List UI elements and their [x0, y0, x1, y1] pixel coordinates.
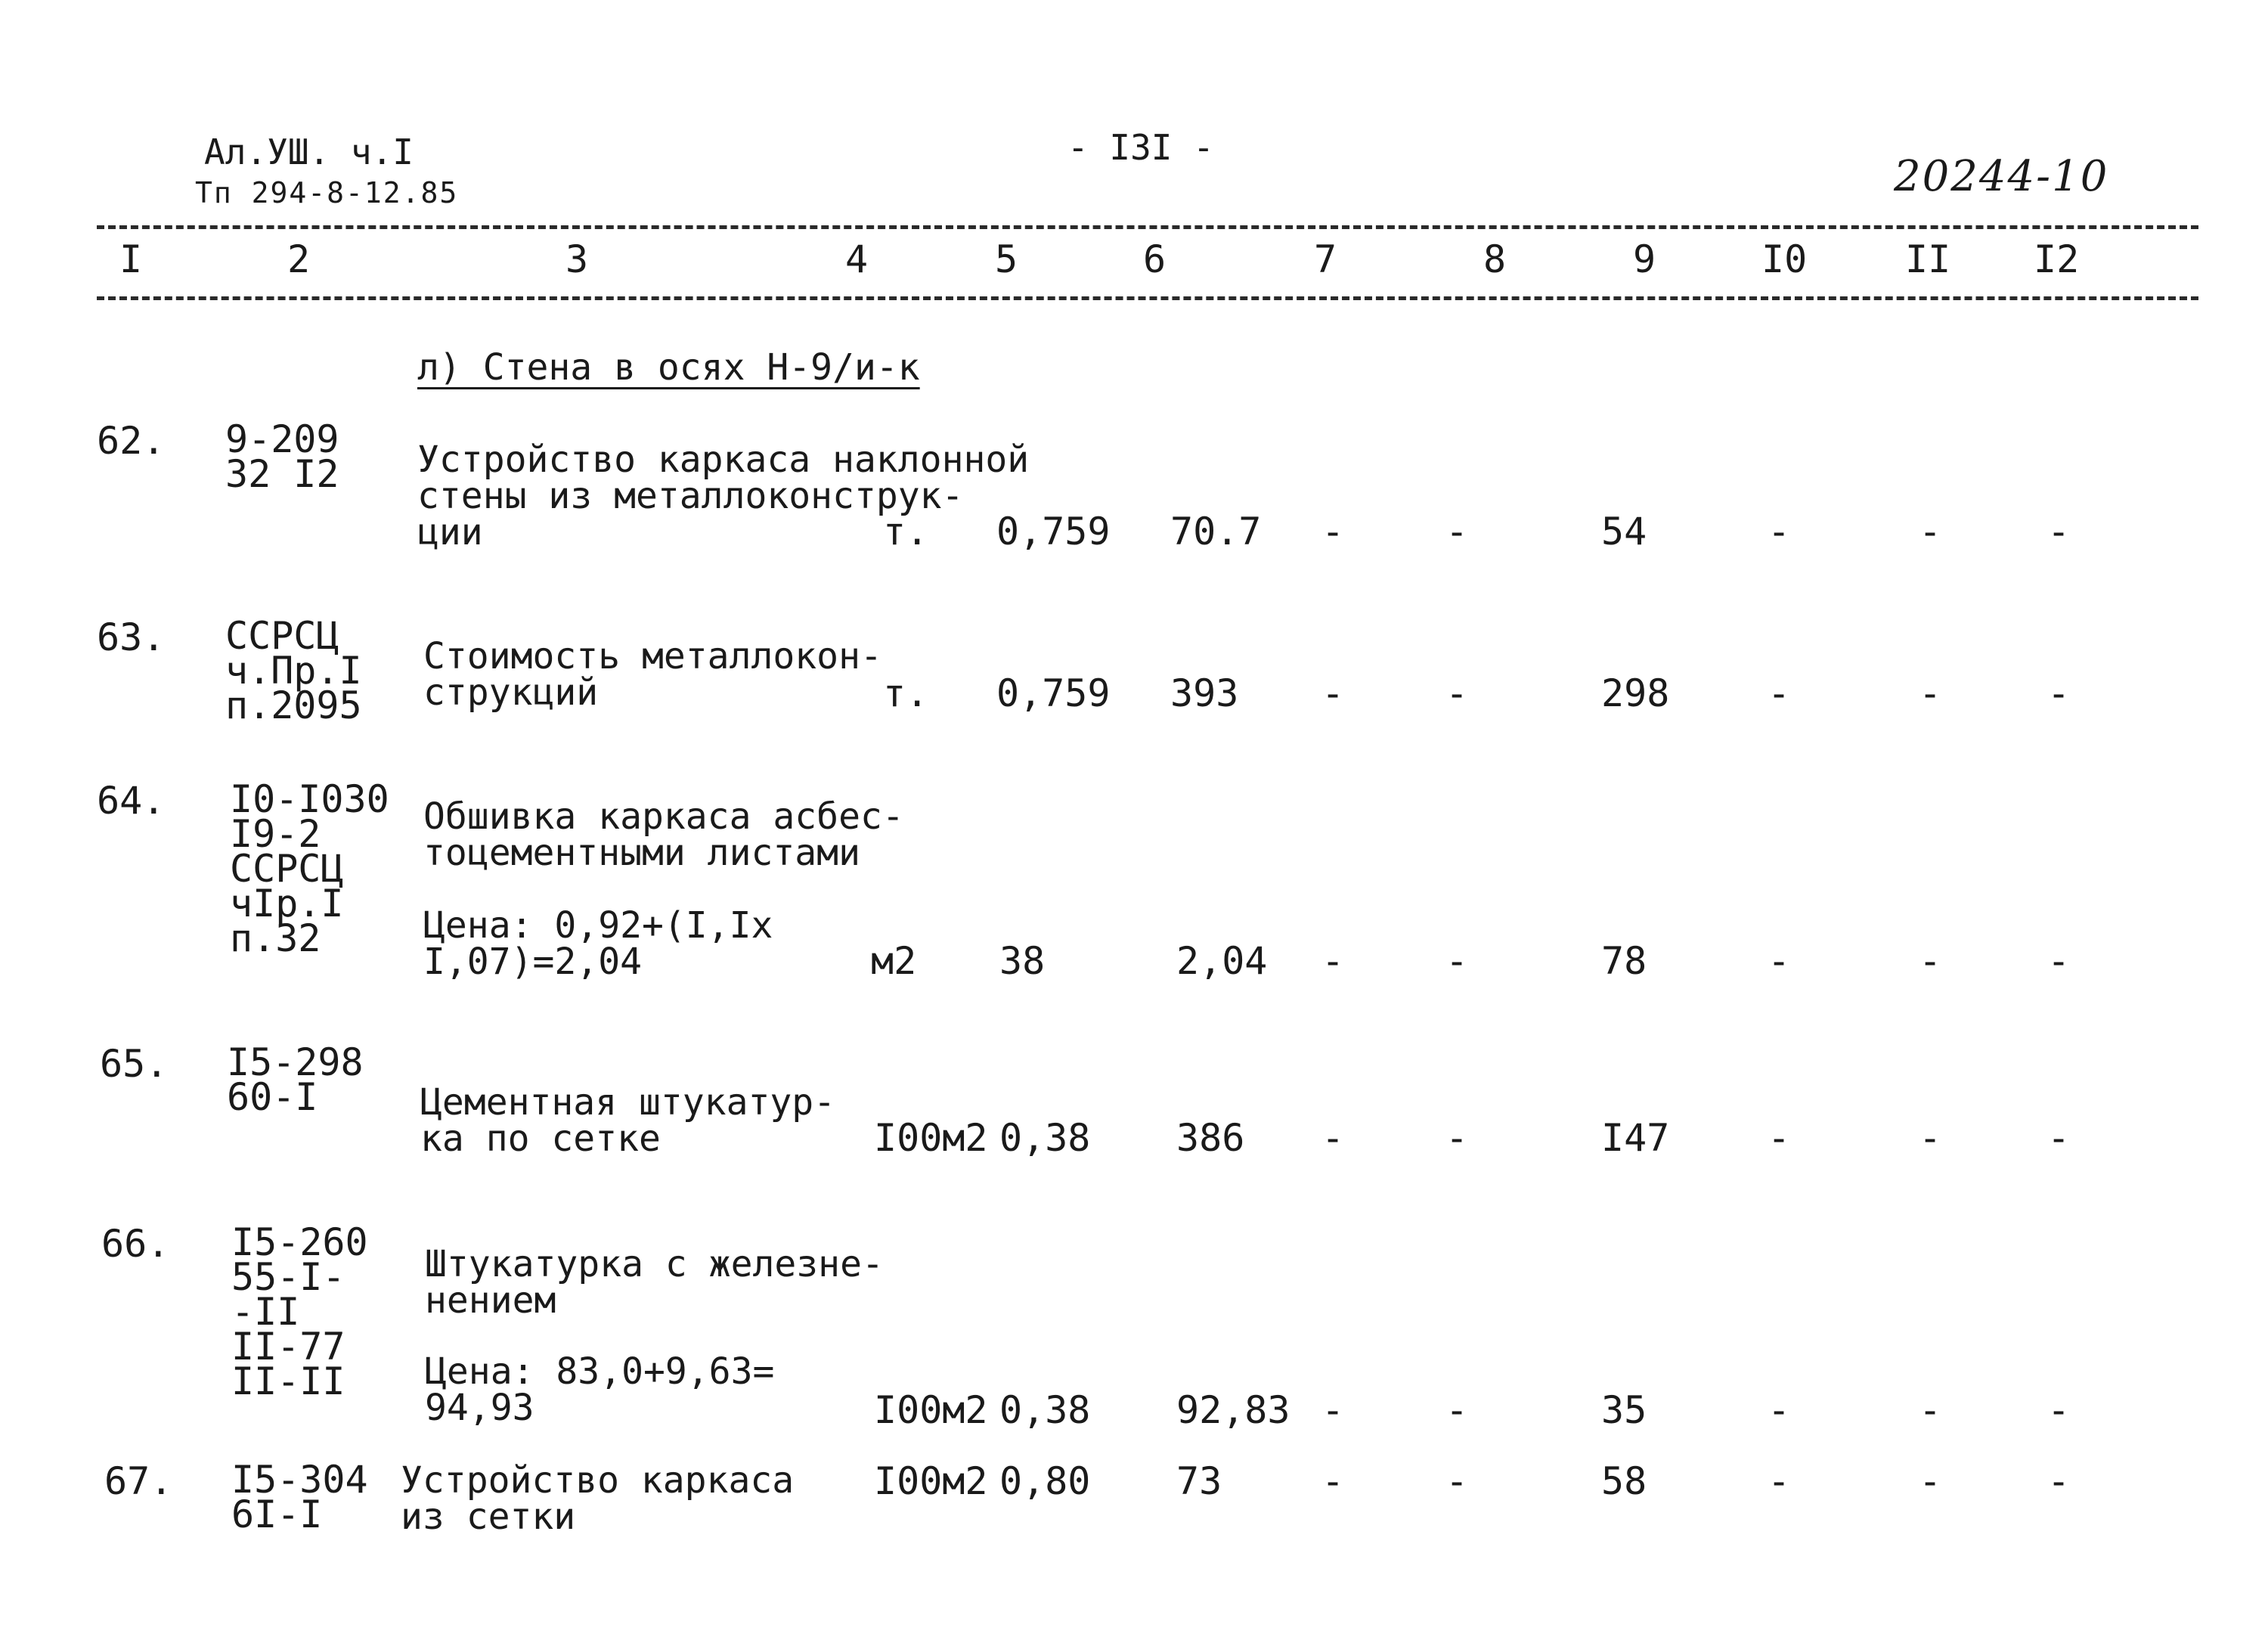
column-number-11: II [1905, 237, 1951, 281]
album-part-label: Ал.УШ. ч.I [204, 132, 414, 172]
unit: т. [883, 671, 929, 715]
header-rule-bottom [97, 296, 2198, 300]
column-number-12: I2 [2034, 237, 2080, 281]
work-description: Стоимость металлокон- струкций [423, 635, 882, 714]
column-number-10: I0 [1761, 237, 1808, 281]
col-10-value: - [1768, 510, 1791, 553]
row-number: 63. [97, 615, 166, 659]
header-rule-top [97, 225, 2198, 229]
col-11-value: - [1919, 1116, 1942, 1160]
col-12-value: - [2047, 939, 2071, 983]
col-10-value: - [1768, 671, 1791, 715]
col-7-value: - [1321, 1116, 1345, 1160]
col-11-value: - [1919, 1388, 1942, 1432]
estimate-code: ССРСЦ ч.Пр.I п.2095 [225, 614, 362, 727]
quantity: 0,80 [999, 1459, 1091, 1503]
work-description: Устройство каркаса из сетки [401, 1459, 795, 1538]
project-number: Тп 294-8-12.85 [195, 176, 459, 209]
col-11-value: - [1919, 1459, 1942, 1503]
quantity: 0,38 [999, 1116, 1091, 1160]
column-number-3: 3 [565, 237, 589, 281]
price-calculation: Цена: 0,92+(I,Iх I,07)=2,04 [423, 904, 773, 983]
price-calculation: Цена: 83,0+9,63= 94,93 [425, 1350, 775, 1429]
col-12-value: - [2047, 1116, 2071, 1160]
col-8-value: - [1445, 1459, 1469, 1503]
row-number: 67. [104, 1459, 173, 1503]
column-number-2: 2 [287, 237, 311, 281]
col-12-value: - [2047, 1459, 2071, 1503]
unit: м2 [871, 939, 917, 983]
col-10-value: - [1768, 1459, 1791, 1503]
unit-price: 386 [1176, 1116, 1245, 1160]
unit-price: 393 [1170, 671, 1239, 715]
quantity: 0,38 [999, 1388, 1091, 1432]
unit-price: 73 [1176, 1459, 1222, 1503]
col-7-value: - [1321, 1388, 1345, 1432]
row-number: 66. [101, 1222, 170, 1266]
column-number-5: 5 [995, 237, 1018, 281]
quantity: 0,759 [996, 510, 1111, 553]
quantity: 0,759 [996, 671, 1111, 715]
col-8-value: - [1445, 939, 1469, 983]
col-11-value: - [1919, 939, 1942, 983]
col-10-value: - [1768, 939, 1791, 983]
col-11-value: - [1919, 671, 1942, 715]
column-number-7: 7 [1314, 237, 1337, 281]
column-number-9: 9 [1633, 237, 1656, 281]
row-number: 62. [97, 419, 166, 463]
unit-price: 2,04 [1176, 939, 1268, 983]
col-12-value: - [2047, 510, 2071, 553]
estimate-code: I5-260 55-I- -II II-77 II-II [231, 1220, 368, 1403]
work-description: Обшивка каркаса асбес- тоцементными листами [423, 795, 904, 874]
col-7-value: - [1321, 671, 1345, 715]
col-7-value: - [1321, 939, 1345, 983]
col-9-value: I47 [1601, 1116, 1670, 1160]
estimate-code: I0-I030 I9-2 ССРСЦ чIр.I п.32 [230, 777, 389, 960]
work-description: Цементная штукатур- ка по сетке [420, 1081, 836, 1160]
col-12-value: - [2047, 1388, 2071, 1432]
col-9-value: 298 [1601, 671, 1670, 715]
section-title: л) Стена в осях Н-9/и-к [417, 346, 920, 389]
estimate-code: I5-304 6I-I [231, 1458, 368, 1536]
column-number-8: 8 [1483, 237, 1507, 281]
estimate-code: 9-209 32 I2 [225, 417, 339, 496]
unit: I00м2 [874, 1459, 988, 1503]
col-9-value: 58 [1601, 1459, 1647, 1503]
column-number-6: 6 [1143, 237, 1167, 281]
row-number: 65. [100, 1042, 169, 1086]
col-9-value: 78 [1601, 939, 1647, 983]
col-10-value: - [1768, 1388, 1791, 1432]
col-7-value: - [1321, 1459, 1345, 1503]
column-number-1: I [119, 237, 143, 281]
unit: I00м2 [874, 1116, 988, 1160]
unit: I00м2 [874, 1388, 988, 1432]
unit-price: 70.7 [1170, 510, 1262, 553]
unit: т. [883, 510, 929, 553]
col-11-value: - [1919, 510, 1942, 553]
page-number: - I3I - [1067, 127, 1214, 168]
col-8-value: - [1445, 1388, 1469, 1432]
col-9-value: 54 [1601, 510, 1647, 553]
row-number: 64. [97, 779, 166, 823]
col-10-value: - [1768, 1116, 1791, 1160]
work-description: Устройство каркаса наклонной стены из металлоконструк- ции [417, 439, 1030, 553]
quantity: 38 [999, 939, 1046, 983]
col-8-value: - [1445, 510, 1469, 553]
work-description: Штукатурка с железне- нением [425, 1243, 884, 1322]
document-code-handwritten: 20244-10 [1894, 152, 2109, 201]
col-8-value: - [1445, 671, 1469, 715]
unit-price: 92,83 [1176, 1388, 1290, 1432]
col-12-value: - [2047, 671, 2071, 715]
col-7-value: - [1321, 510, 1345, 553]
column-number-4: 4 [845, 237, 869, 281]
col-8-value: - [1445, 1116, 1469, 1160]
col-9-value: 35 [1601, 1388, 1647, 1432]
estimate-code: I5-298 60-I [227, 1040, 364, 1119]
